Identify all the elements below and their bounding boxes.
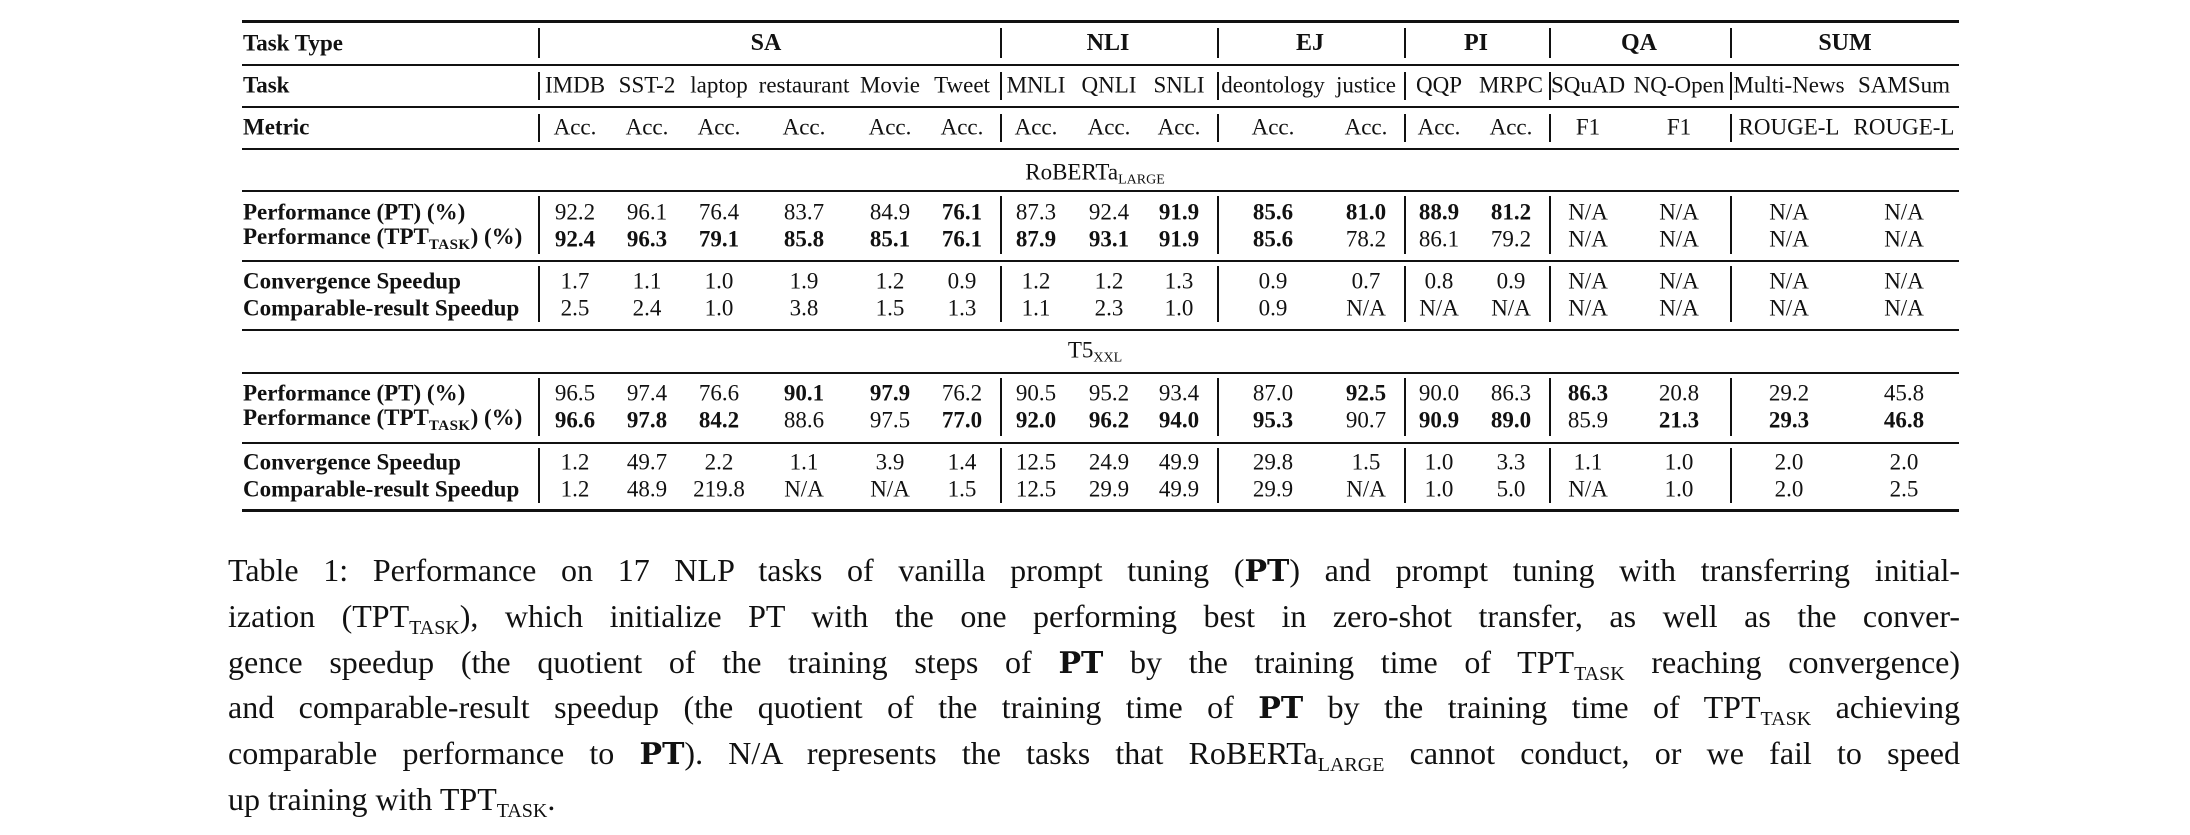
metric-name: Acc.	[1014, 114, 1058, 140]
table-rule	[242, 148, 1959, 150]
value-convergence: 49.9	[1158, 449, 1200, 475]
subscript: TASK	[409, 616, 460, 639]
value-perf-tpt: 91.9	[1158, 226, 1200, 252]
metric-name: ROUGE-L	[1738, 114, 1840, 140]
value-perf-tpt: 78.2	[1345, 226, 1387, 252]
column-separator	[538, 114, 540, 142]
metric-name: Acc.	[1157, 114, 1201, 140]
caption-text: by the training time of TPT	[1303, 689, 1761, 726]
metric-name: Acc.	[625, 114, 669, 140]
column-separator	[538, 28, 540, 58]
column-separator	[538, 72, 540, 100]
value-perf-tpt: N/A	[1769, 226, 1809, 252]
row-label-comparable: Comparable-result Speedup	[243, 476, 520, 502]
row-label-perf-tpt: Performance $(TPT_{TASK})$ (%)	[243, 224, 523, 253]
group-header-pi: PI	[1464, 30, 1488, 56]
column-separator	[1730, 266, 1732, 322]
column-separator	[1549, 28, 1551, 58]
metric-name: Acc.	[940, 114, 984, 140]
row-label-convergence: Convergence Speedup	[243, 449, 461, 475]
value-perf-pt: N/A	[1769, 199, 1809, 225]
column-separator	[1000, 28, 1002, 58]
value-perf-pt: 83.7	[783, 199, 825, 225]
value-perf-pt: 95.2	[1088, 380, 1130, 406]
value-perf-pt: 88.9	[1418, 199, 1460, 225]
value-perf-pt: N/A	[1884, 199, 1924, 225]
value-comparable: N/A	[784, 476, 824, 502]
value-convergence: 2.0	[1889, 449, 1919, 475]
caption-line	[228, 548, 1960, 594]
metric-name: Acc.	[1087, 114, 1131, 140]
caption-text: by the training time of TPT	[1103, 643, 1575, 680]
model-section-title	[0, 160, 2190, 189]
row-label-convergence: Convergence Speedup	[243, 268, 461, 294]
value-comparable: 2.0	[1774, 476, 1804, 502]
caption-text: ) and prompt tuning with transferring initial-	[1289, 552, 1961, 588]
task-name: NQ-Open	[1633, 72, 1725, 98]
value-convergence: 2.0	[1774, 449, 1804, 475]
value-convergence: 1.3	[1164, 268, 1194, 294]
value-convergence: 1.1	[789, 449, 819, 475]
value-convergence: 49.7	[626, 449, 668, 475]
column-separator	[1730, 378, 1732, 436]
value-perf-pt: 97.9	[869, 380, 911, 406]
value-convergence: 1.1	[632, 268, 662, 294]
task-name: Multi-News	[1733, 72, 1845, 98]
value-perf-tpt: N/A	[1568, 226, 1608, 252]
task-name: SNLI	[1153, 72, 1205, 98]
value-comparable: 1.0	[1164, 295, 1194, 321]
group-header-sa: SA	[750, 30, 782, 56]
column-separator	[1404, 378, 1406, 436]
caption-text: up training with TPT	[228, 780, 497, 817]
caption-text: reaching convergence)	[1624, 643, 1961, 680]
value-perf-pt: 92.2	[554, 199, 596, 225]
column-separator	[1404, 266, 1406, 322]
metric-name: Acc.	[868, 114, 912, 140]
model-name: T5	[1067, 337, 1094, 363]
caption-line	[228, 731, 1960, 777]
value-perf-tpt: 90.9	[1418, 407, 1460, 433]
column-separator	[1000, 72, 1002, 100]
value-convergence: N/A	[1769, 268, 1809, 294]
value-comparable: 0.9	[1258, 295, 1288, 321]
metric-name: Acc.	[553, 114, 597, 140]
column-separator	[1730, 72, 1732, 100]
column-separator	[1404, 196, 1406, 254]
value-perf-pt: 90.0	[1418, 380, 1460, 406]
value-comparable: 49.9	[1158, 476, 1200, 502]
task-name: MNLI	[1006, 72, 1066, 98]
value-convergence: 24.9	[1088, 449, 1130, 475]
value-perf-tpt: N/A	[1659, 226, 1699, 252]
caption-text: and comparable-result speedup (the quotient of the training time of	[228, 689, 1259, 726]
value-perf-tpt: 87.9	[1015, 226, 1057, 252]
column-separator	[1404, 72, 1406, 100]
value-perf-tpt: 29.3	[1768, 407, 1810, 433]
caption-line	[228, 685, 1960, 731]
value-comparable: 1.0	[1664, 476, 1694, 502]
model-section-title	[0, 338, 2190, 367]
task-name: MRPC	[1479, 72, 1543, 98]
column-separator	[1217, 378, 1219, 436]
value-perf-pt: 90.1	[783, 380, 825, 406]
column-separator	[1549, 72, 1551, 100]
value-convergence: 0.8	[1424, 268, 1454, 294]
value-comparable: 1.0	[1424, 476, 1454, 502]
value-perf-tpt: 95.3	[1252, 407, 1294, 433]
value-perf-tpt: 92.0	[1015, 407, 1057, 433]
value-perf-tpt: 96.3	[626, 226, 668, 252]
value-convergence: 1.0	[1424, 449, 1454, 475]
value-perf-tpt: 84.2	[698, 407, 740, 433]
value-convergence: 1.4	[947, 449, 977, 475]
value-comparable: N/A	[1346, 476, 1386, 502]
value-convergence: N/A	[1659, 268, 1699, 294]
column-separator	[1217, 266, 1219, 322]
subscript: TASK	[1760, 708, 1812, 731]
value-convergence: 1.7	[560, 268, 590, 294]
value-perf-pt: 85.6	[1252, 199, 1294, 225]
model-size: XXL	[1093, 350, 1123, 366]
metric-name: F1	[1666, 114, 1692, 140]
pt-symbol: PT	[1258, 691, 1304, 727]
subscript: TASK	[496, 799, 548, 822]
value-comparable: N/A	[1346, 295, 1386, 321]
value-comparable: 1.1	[1021, 295, 1051, 321]
table-rule	[242, 20, 1959, 23]
value-perf-tpt: 21.3	[1658, 407, 1700, 433]
value-perf-tpt: 96.6	[554, 407, 596, 433]
value-perf-pt: 92.4	[1088, 199, 1130, 225]
pt-symbol: PT	[639, 737, 685, 773]
value-convergence: N/A	[1884, 268, 1924, 294]
value-perf-pt: 81.0	[1345, 199, 1387, 225]
value-comparable: N/A	[1419, 295, 1459, 321]
metric-name: Acc.	[1251, 114, 1295, 140]
caption-text: achieving	[1811, 689, 1961, 726]
subscript: LARGE	[1317, 754, 1385, 777]
caption-text: Table 1: Performance on 17 NLP tasks of vanilla prompt tuning (	[228, 552, 1245, 588]
metric-name: F1	[1575, 114, 1601, 140]
value-comparable: 12.5	[1015, 476, 1057, 502]
value-comparable: N/A	[1568, 476, 1608, 502]
value-comparable: N/A	[1884, 295, 1924, 321]
value-comparable: 29.9	[1088, 476, 1130, 502]
metric-name: Acc.	[782, 114, 826, 140]
metric-name: Acc.	[1489, 114, 1533, 140]
metric-label: Metric	[243, 114, 310, 140]
value-comparable: 1.5	[947, 476, 977, 502]
value-convergence: 1.9	[789, 268, 819, 294]
column-separator	[1549, 114, 1551, 142]
column-separator	[1000, 448, 1002, 503]
caption-text: ization (TPT	[228, 597, 410, 634]
group-header-ej: EJ	[1295, 30, 1325, 56]
column-separator	[1217, 72, 1219, 100]
task-name: deontology	[1221, 72, 1325, 98]
value-convergence: 0.9	[1258, 268, 1288, 294]
value-perf-pt: 20.8	[1658, 380, 1700, 406]
value-perf-pt: 45.8	[1883, 380, 1925, 406]
pt-symbol: PT	[1244, 554, 1290, 589]
column-separator	[1730, 28, 1732, 58]
value-perf-pt: 76.4	[698, 199, 740, 225]
value-perf-pt: 87.0	[1252, 380, 1294, 406]
column-separator	[1549, 448, 1551, 503]
caption-text: ), which initialize PT with the one performing best in zero-shot transfer, as well as the conver-	[459, 597, 1961, 634]
value-comparable: 29.9	[1252, 476, 1294, 502]
task-name: QQP	[1415, 72, 1463, 98]
table-rule	[242, 260, 1959, 262]
column-separator	[1000, 196, 1002, 254]
value-perf-tpt: 92.4	[554, 226, 596, 252]
table-rule	[242, 190, 1959, 192]
value-comparable: 2.4	[632, 295, 662, 321]
column-separator	[1404, 114, 1406, 142]
model-name: RoBERTa	[1025, 159, 1119, 185]
value-perf-tpt: 76.1	[941, 226, 983, 252]
group-header-sum: SUM	[1818, 30, 1872, 56]
value-perf-tpt: 85.9	[1567, 407, 1609, 433]
column-separator	[1549, 378, 1551, 436]
value-comparable: 1.3	[947, 295, 977, 321]
metric-name: Acc.	[1344, 114, 1388, 140]
column-separator	[538, 266, 540, 322]
table-rule	[242, 372, 1959, 374]
column-separator	[1000, 378, 1002, 436]
value-comparable: N/A	[1659, 295, 1699, 321]
caption-line	[228, 777, 1960, 823]
value-perf-pt: 76.6	[698, 380, 740, 406]
value-perf-tpt: 46.8	[1883, 407, 1925, 433]
column-separator	[538, 378, 540, 436]
column-separator	[1404, 448, 1406, 503]
column-separator	[1217, 28, 1219, 58]
group-header-nli: NLI	[1086, 30, 1130, 56]
value-comparable: 2.5	[560, 295, 590, 321]
row-label-perf-pt: Performance (PT) (%)	[243, 380, 466, 406]
table-caption	[228, 548, 1960, 823]
value-convergence: N/A	[1568, 268, 1608, 294]
value-perf-tpt: 96.2	[1088, 407, 1130, 433]
value-convergence: 0.9	[1496, 268, 1526, 294]
column-separator	[1217, 448, 1219, 503]
value-perf-tpt: 77.0	[941, 407, 983, 433]
table-rule	[242, 442, 1959, 444]
table-rule	[242, 106, 1959, 108]
task-type-label: Task Type	[243, 30, 343, 56]
caption-line	[228, 594, 1960, 640]
value-convergence: 1.0	[704, 268, 734, 294]
caption-text: gence speedup (the quotient of the training steps of	[228, 643, 1059, 680]
table-rule	[242, 329, 1959, 331]
column-separator	[1549, 266, 1551, 322]
caption-text: comparable performance to	[228, 735, 640, 772]
task-name: restaurant	[758, 72, 850, 98]
value-convergence: 1.5	[1351, 449, 1381, 475]
value-comparable: N/A	[1491, 295, 1531, 321]
metric-name: ROUGE-L	[1853, 114, 1955, 140]
row-label-perf-tpt: Performance $(TPT_{TASK})$ (%)	[243, 405, 523, 434]
value-perf-pt: 76.2	[941, 380, 983, 406]
value-convergence: 1.2	[1021, 268, 1051, 294]
value-convergence: 1.0	[1664, 449, 1694, 475]
column-separator	[1730, 114, 1732, 142]
value-convergence: 3.3	[1496, 449, 1526, 475]
caption-line	[228, 640, 1960, 686]
column-separator	[1404, 28, 1406, 58]
value-comparable: 219.8	[693, 476, 745, 502]
value-perf-pt: 87.3	[1015, 199, 1057, 225]
column-separator	[538, 448, 540, 503]
value-perf-tpt: 79.2	[1490, 226, 1532, 252]
value-convergence: 1.2	[560, 449, 590, 475]
task-name: IMDB	[544, 72, 606, 98]
column-separator	[1217, 196, 1219, 254]
value-comparable: N/A	[1769, 295, 1809, 321]
value-perf-tpt: 79.1	[698, 226, 740, 252]
subscript: TASK	[1574, 662, 1625, 685]
row-label-comparable: Comparable-result Speedup	[243, 295, 520, 321]
column-separator	[1730, 448, 1732, 503]
value-comparable: 2.5	[1889, 476, 1919, 502]
value-convergence: 0.7	[1351, 268, 1381, 294]
value-comparable: 1.5	[875, 295, 905, 321]
value-comparable: N/A	[1568, 295, 1608, 321]
column-separator	[1000, 114, 1002, 142]
pt-symbol: PT	[1058, 645, 1104, 681]
metric-name: Acc.	[697, 114, 741, 140]
value-perf-pt: N/A	[1659, 199, 1699, 225]
value-convergence: 0.9	[947, 268, 977, 294]
value-perf-tpt: 97.8	[626, 407, 668, 433]
column-separator	[538, 196, 540, 254]
value-convergence: 1.1	[1573, 449, 1603, 475]
value-comparable: 3.8	[789, 295, 819, 321]
caption-text: .	[547, 780, 556, 817]
value-perf-pt: 81.2	[1490, 199, 1532, 225]
caption-text: ). N/A represents the tasks that RoBERTa	[684, 735, 1318, 772]
value-perf-tpt: 90.7	[1345, 407, 1387, 433]
value-perf-pt: 92.5	[1345, 380, 1387, 406]
task-name: SAMSum	[1857, 72, 1951, 98]
value-comparable: 48.9	[626, 476, 668, 502]
column-separator	[1000, 266, 1002, 322]
task-label: Task	[243, 72, 290, 98]
value-perf-tpt: N/A	[1884, 226, 1924, 252]
value-comparable: 1.2	[560, 476, 590, 502]
task-name: Tweet	[934, 72, 990, 98]
value-perf-pt: 90.5	[1015, 380, 1057, 406]
group-header-qa: QA	[1621, 30, 1657, 56]
row-label-perf-pt: Performance (PT) (%)	[243, 199, 466, 225]
value-perf-tpt: 86.1	[1418, 226, 1460, 252]
value-comparable: 2.3	[1094, 295, 1124, 321]
column-separator	[1217, 114, 1219, 142]
value-perf-pt: 97.4	[626, 380, 668, 406]
model-size: LARGE	[1118, 172, 1165, 188]
value-perf-tpt: 85.8	[783, 226, 825, 252]
value-perf-tpt: 94.0	[1158, 407, 1200, 433]
task-name: QNLI	[1081, 72, 1137, 98]
value-convergence: 2.2	[704, 449, 734, 475]
value-perf-tpt: 97.5	[869, 407, 911, 433]
value-perf-pt: 91.9	[1158, 199, 1200, 225]
value-perf-pt: 86.3	[1567, 380, 1609, 406]
value-perf-tpt: 85.1	[869, 226, 911, 252]
task-name: SST-2	[618, 72, 676, 98]
value-perf-pt: N/A	[1568, 199, 1608, 225]
value-convergence: 12.5	[1015, 449, 1057, 475]
value-perf-tpt: 85.6	[1252, 226, 1294, 252]
value-comparable: 5.0	[1496, 476, 1526, 502]
value-perf-pt: 93.4	[1158, 380, 1200, 406]
task-name: Movie	[859, 72, 921, 98]
value-perf-pt: 86.3	[1490, 380, 1532, 406]
metric-name: Acc.	[1417, 114, 1461, 140]
task-name: justice	[1335, 72, 1397, 98]
value-perf-pt: 29.2	[1768, 380, 1810, 406]
value-perf-pt: 96.5	[554, 380, 596, 406]
value-perf-tpt: 93.1	[1088, 226, 1130, 252]
column-separator	[1549, 196, 1551, 254]
value-comparable: 1.0	[704, 295, 734, 321]
value-comparable: N/A	[870, 476, 910, 502]
column-separator	[1730, 196, 1732, 254]
task-name: SQuAD	[1550, 72, 1626, 98]
value-perf-pt: 76.1	[941, 199, 983, 225]
value-convergence: 3.9	[875, 449, 905, 475]
task-name: laptop	[690, 72, 748, 98]
value-convergence: 29.8	[1252, 449, 1294, 475]
value-convergence: 1.2	[875, 268, 905, 294]
value-convergence: 1.2	[1094, 268, 1124, 294]
value-perf-pt: 96.1	[626, 199, 668, 225]
table-rule	[242, 509, 1959, 512]
table-rule	[242, 64, 1959, 66]
value-perf-tpt: 89.0	[1490, 407, 1532, 433]
value-perf-tpt: 88.6	[783, 407, 825, 433]
caption-text: cannot conduct, or we fail to speed	[1384, 735, 1961, 772]
value-perf-pt: 84.9	[869, 199, 911, 225]
